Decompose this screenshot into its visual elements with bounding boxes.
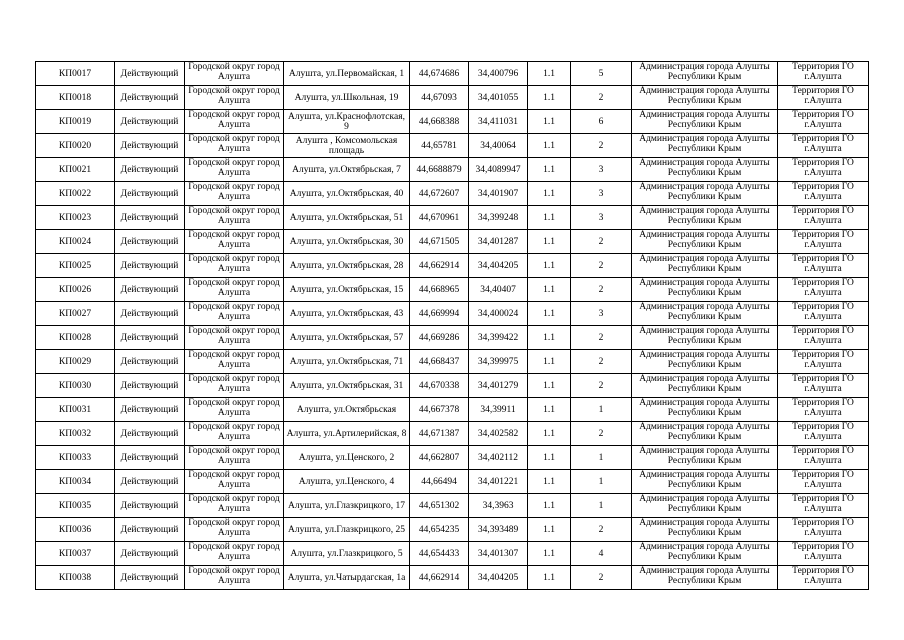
cell-status: Действующий bbox=[115, 134, 185, 158]
cell-owner: Администрация города Алушты Республики Крым bbox=[632, 374, 778, 398]
cell-count: 1 bbox=[571, 398, 632, 422]
cell-code: КП0028 bbox=[36, 326, 115, 350]
cell-code: КП0023 bbox=[36, 206, 115, 230]
cell-code: КП0029 bbox=[36, 350, 115, 374]
cell-latitude: 44,654433 bbox=[410, 542, 469, 566]
cell-owner: Администрация города Алушты Республики Крым bbox=[632, 398, 778, 422]
table-row bbox=[36, 158, 869, 182]
cell-owner: Администрация города Алушты Республики Крым bbox=[632, 518, 778, 542]
cell-territory: Территория ГО г.Алушта bbox=[778, 422, 869, 446]
cell-type: 1.1 bbox=[528, 374, 571, 398]
table-row bbox=[36, 62, 869, 86]
registry-body bbox=[36, 62, 869, 590]
cell-territory: Территория ГО г.Алушта bbox=[778, 134, 869, 158]
cell-owner: Администрация города Алушты Республики Крым bbox=[632, 182, 778, 206]
cell-count: 3 bbox=[571, 158, 632, 182]
cell-district: Городской округ город Алушта bbox=[185, 518, 284, 542]
cell-count: 2 bbox=[571, 134, 632, 158]
cell-longitude: 34,400024 bbox=[469, 302, 528, 326]
cell-code: КП0018 bbox=[36, 86, 115, 110]
cell-owner: Администрация города Алушты Республики Крым bbox=[632, 110, 778, 134]
cell-owner: Администрация города Алушты Республики Крым bbox=[632, 470, 778, 494]
table-row bbox=[36, 134, 869, 158]
cell-longitude: 34,399422 bbox=[469, 326, 528, 350]
cell-territory: Территория ГО г.Алушта bbox=[778, 278, 869, 302]
cell-status: Действующий bbox=[115, 566, 185, 590]
cell-code: КП0027 bbox=[36, 302, 115, 326]
cell-latitude: 44,671387 bbox=[410, 422, 469, 446]
cell-latitude: 44,672607 bbox=[410, 182, 469, 206]
cell-district: Городской округ город Алушта bbox=[185, 158, 284, 182]
cell-latitude: 44,669286 bbox=[410, 326, 469, 350]
cell-count: 1 bbox=[571, 494, 632, 518]
cell-type: 1.1 bbox=[528, 446, 571, 470]
cell-district: Городской округ город Алушта bbox=[185, 86, 284, 110]
cell-address: Алушта, ул.Глазкрицкого, 25 bbox=[284, 518, 410, 542]
cell-type: 1.1 bbox=[528, 470, 571, 494]
cell-status: Действующий bbox=[115, 326, 185, 350]
cell-longitude: 34,399248 bbox=[469, 206, 528, 230]
cell-territory: Территория ГО г.Алушта bbox=[778, 326, 869, 350]
cell-district: Городской округ город Алушта bbox=[185, 254, 284, 278]
cell-count: 4 bbox=[571, 542, 632, 566]
cell-address: Алушта, ул.Школьная, 19 bbox=[284, 86, 410, 110]
cell-type: 1.1 bbox=[528, 134, 571, 158]
cell-longitude: 34,400796 bbox=[469, 62, 528, 86]
cell-latitude: 44,667378 bbox=[410, 398, 469, 422]
cell-longitude: 34,402582 bbox=[469, 422, 528, 446]
table-row bbox=[36, 86, 869, 110]
cell-code: КП0035 bbox=[36, 494, 115, 518]
cell-count: 1 bbox=[571, 446, 632, 470]
cell-district: Городской округ город Алушта bbox=[185, 566, 284, 590]
table-row bbox=[36, 566, 869, 590]
cell-owner: Администрация города Алушты Республики Крым bbox=[632, 134, 778, 158]
table-row bbox=[36, 110, 869, 134]
cell-count: 2 bbox=[571, 422, 632, 446]
cell-code: КП0034 bbox=[36, 470, 115, 494]
cell-type: 1.1 bbox=[528, 158, 571, 182]
table-row bbox=[36, 350, 869, 374]
cell-owner: Администрация города Алушты Республики Крым bbox=[632, 254, 778, 278]
table-row bbox=[36, 302, 869, 326]
cell-address: Алушта, ул.Октябрьская, 31 bbox=[284, 374, 410, 398]
cell-count: 1 bbox=[571, 470, 632, 494]
cell-status: Действующий bbox=[115, 518, 185, 542]
table-row bbox=[36, 206, 869, 230]
cell-longitude: 34,401055 bbox=[469, 86, 528, 110]
cell-district: Городской округ город Алушта bbox=[185, 374, 284, 398]
cell-district: Городской округ город Алушта bbox=[185, 62, 284, 86]
cell-longitude: 34,4089947 bbox=[469, 158, 528, 182]
cell-territory: Территория ГО г.Алушта bbox=[778, 158, 869, 182]
table-row bbox=[36, 518, 869, 542]
table-row bbox=[36, 374, 869, 398]
cell-district: Городской округ город Алушта bbox=[185, 182, 284, 206]
cell-type: 1.1 bbox=[528, 398, 571, 422]
cell-code: КП0038 bbox=[36, 566, 115, 590]
cell-owner: Администрация города Алушты Республики Крым bbox=[632, 542, 778, 566]
cell-type: 1.1 bbox=[528, 302, 571, 326]
cell-status: Действующий bbox=[115, 494, 185, 518]
cell-district: Городской округ город Алушта bbox=[185, 422, 284, 446]
cell-address: Алушта, ул.Октябрьская, 40 bbox=[284, 182, 410, 206]
cell-code: КП0025 bbox=[36, 254, 115, 278]
table-row bbox=[36, 182, 869, 206]
cell-type: 1.1 bbox=[528, 518, 571, 542]
cell-address: Алушта, ул.Краснофлотская, 9 bbox=[284, 110, 410, 134]
cell-count: 2 bbox=[571, 374, 632, 398]
cell-territory: Территория ГО г.Алушта bbox=[778, 374, 869, 398]
cell-latitude: 44,668965 bbox=[410, 278, 469, 302]
cell-address: Алушта, ул.Ценского, 4 bbox=[284, 470, 410, 494]
cell-count: 2 bbox=[571, 350, 632, 374]
cell-district: Городской округ город Алушта bbox=[185, 542, 284, 566]
cell-district: Городской округ город Алушта bbox=[185, 206, 284, 230]
cell-longitude: 34,401287 bbox=[469, 230, 528, 254]
table-row bbox=[36, 446, 869, 470]
cell-district: Городской округ город Алушта bbox=[185, 302, 284, 326]
cell-type: 1.1 bbox=[528, 230, 571, 254]
cell-latitude: 44,67093 bbox=[410, 86, 469, 110]
cell-status: Действующий bbox=[115, 470, 185, 494]
cell-count: 3 bbox=[571, 182, 632, 206]
cell-district: Городской округ город Алушта bbox=[185, 470, 284, 494]
cell-code: КП0019 bbox=[36, 110, 115, 134]
table-row bbox=[36, 494, 869, 518]
cell-district: Городской округ город Алушта bbox=[185, 326, 284, 350]
cell-longitude: 34,401907 bbox=[469, 182, 528, 206]
cell-address: Алушта, ул.Октябрьская, 15 bbox=[284, 278, 410, 302]
cell-code: КП0031 bbox=[36, 398, 115, 422]
table-row bbox=[36, 278, 869, 302]
cell-latitude: 44,674686 bbox=[410, 62, 469, 86]
cell-longitude: 34,393489 bbox=[469, 518, 528, 542]
cell-count: 2 bbox=[571, 518, 632, 542]
cell-type: 1.1 bbox=[528, 110, 571, 134]
cell-address: Алушта, ул.Глазкрицкого, 17 bbox=[284, 494, 410, 518]
cell-owner: Администрация города Алушты Республики Крым bbox=[632, 158, 778, 182]
cell-territory: Территория ГО г.Алушта bbox=[778, 470, 869, 494]
cell-territory: Территория ГО г.Алушта bbox=[778, 302, 869, 326]
table-row bbox=[36, 326, 869, 350]
cell-owner: Администрация города Алушты Республики Крым bbox=[632, 62, 778, 86]
cell-owner: Администрация города Алушты Республики Крым bbox=[632, 230, 778, 254]
cell-code: КП0033 bbox=[36, 446, 115, 470]
cell-longitude: 34,39911 bbox=[469, 398, 528, 422]
cell-latitude: 44,651302 bbox=[410, 494, 469, 518]
cell-territory: Территория ГО г.Алушта bbox=[778, 446, 869, 470]
cell-status: Действующий bbox=[115, 422, 185, 446]
cell-status: Действующий bbox=[115, 398, 185, 422]
cell-latitude: 44,671505 bbox=[410, 230, 469, 254]
cell-territory: Территория ГО г.Алушта bbox=[778, 518, 869, 542]
cell-address: Алушта, ул.Октябрьская, 57 bbox=[284, 326, 410, 350]
cell-status: Действующий bbox=[115, 206, 185, 230]
cell-type: 1.1 bbox=[528, 254, 571, 278]
cell-latitude: 44,668388 bbox=[410, 110, 469, 134]
cell-latitude: 44,662914 bbox=[410, 254, 469, 278]
cell-owner: Администрация города Алушты Республики Крым bbox=[632, 206, 778, 230]
cell-count: 2 bbox=[571, 326, 632, 350]
cell-district: Городской округ город Алушта bbox=[185, 278, 284, 302]
table-row bbox=[36, 398, 869, 422]
cell-address: Алушта, ул.Октябрьская, 7 bbox=[284, 158, 410, 182]
cell-district: Городской округ город Алушта bbox=[185, 494, 284, 518]
cell-territory: Территория ГО г.Алушта bbox=[778, 182, 869, 206]
cell-longitude: 34,401279 bbox=[469, 374, 528, 398]
table-row bbox=[36, 230, 869, 254]
cell-latitude: 44,670338 bbox=[410, 374, 469, 398]
cell-address: Алушта, ул.Ценского, 2 bbox=[284, 446, 410, 470]
table-row bbox=[36, 470, 869, 494]
cell-latitude: 44,66494 bbox=[410, 470, 469, 494]
cell-territory: Территория ГО г.Алушта bbox=[778, 86, 869, 110]
cell-district: Городской округ город Алушта bbox=[185, 230, 284, 254]
cell-longitude: 34,411031 bbox=[469, 110, 528, 134]
cell-address: Алушта, ул.Октябрьская, 43 bbox=[284, 302, 410, 326]
cell-type: 1.1 bbox=[528, 542, 571, 566]
cell-longitude: 34,402112 bbox=[469, 446, 528, 470]
cell-status: Действующий bbox=[115, 446, 185, 470]
cell-owner: Администрация города Алушты Республики Крым bbox=[632, 278, 778, 302]
registry-table bbox=[35, 61, 869, 590]
cell-code: КП0017 bbox=[36, 62, 115, 86]
table-row bbox=[36, 542, 869, 566]
cell-count: 2 bbox=[571, 566, 632, 590]
table-row bbox=[36, 254, 869, 278]
cell-count: 6 bbox=[571, 110, 632, 134]
cell-type: 1.1 bbox=[528, 350, 571, 374]
cell-latitude: 44,662914 bbox=[410, 566, 469, 590]
cell-territory: Территория ГО г.Алушта bbox=[778, 350, 869, 374]
cell-latitude: 44,65781 bbox=[410, 134, 469, 158]
cell-status: Действующий bbox=[115, 62, 185, 86]
cell-address: Алушта, ул.Чатырдагская, 1а bbox=[284, 566, 410, 590]
cell-count: 3 bbox=[571, 206, 632, 230]
cell-count: 5 bbox=[571, 62, 632, 86]
cell-type: 1.1 bbox=[528, 206, 571, 230]
cell-address: Алушта, ул.Октябрьская, 28 bbox=[284, 254, 410, 278]
cell-address: Алушта, ул.Октябрьская, 30 bbox=[284, 230, 410, 254]
cell-latitude: 44,654235 bbox=[410, 518, 469, 542]
cell-count: 2 bbox=[571, 278, 632, 302]
cell-address: Алушта, ул.Октябрьская bbox=[284, 398, 410, 422]
cell-district: Городской округ город Алушта bbox=[185, 134, 284, 158]
cell-status: Действующий bbox=[115, 374, 185, 398]
cell-district: Городской округ город Алушта bbox=[185, 350, 284, 374]
cell-count: 2 bbox=[571, 86, 632, 110]
cell-status: Действующий bbox=[115, 230, 185, 254]
cell-owner: Администрация города Алушты Республики Крым bbox=[632, 446, 778, 470]
cell-address: Алушта, ул.Глазкрицкого, 5 bbox=[284, 542, 410, 566]
cell-longitude: 34,404205 bbox=[469, 566, 528, 590]
cell-count: 2 bbox=[571, 230, 632, 254]
cell-code: КП0037 bbox=[36, 542, 115, 566]
cell-owner: Администрация города Алушты Республики Крым bbox=[632, 350, 778, 374]
table-row bbox=[36, 422, 869, 446]
cell-code: КП0024 bbox=[36, 230, 115, 254]
cell-type: 1.1 bbox=[528, 326, 571, 350]
cell-status: Действующий bbox=[115, 302, 185, 326]
cell-address: Алушта, ул.Октябрьская, 71 bbox=[284, 350, 410, 374]
cell-longitude: 34,3963 bbox=[469, 494, 528, 518]
cell-longitude: 34,401307 bbox=[469, 542, 528, 566]
cell-territory: Территория ГО г.Алушта bbox=[778, 206, 869, 230]
cell-status: Действующий bbox=[115, 542, 185, 566]
cell-owner: Администрация города Алушты Республики Крым bbox=[632, 86, 778, 110]
cell-latitude: 44,668437 bbox=[410, 350, 469, 374]
cell-longitude: 34,401221 bbox=[469, 470, 528, 494]
cell-latitude: 44,662807 bbox=[410, 446, 469, 470]
cell-status: Действующий bbox=[115, 278, 185, 302]
cell-type: 1.1 bbox=[528, 494, 571, 518]
cell-owner: Администрация города Алушты Республики Крым bbox=[632, 566, 778, 590]
cell-type: 1.1 bbox=[528, 422, 571, 446]
cell-code: КП0036 bbox=[36, 518, 115, 542]
cell-code: КП0030 bbox=[36, 374, 115, 398]
cell-territory: Территория ГО г.Алушта bbox=[778, 566, 869, 590]
cell-district: Городской округ город Алушта bbox=[185, 446, 284, 470]
cell-territory: Территория ГО г.Алушта bbox=[778, 542, 869, 566]
cell-type: 1.1 bbox=[528, 182, 571, 206]
cell-code: КП0022 bbox=[36, 182, 115, 206]
cell-territory: Территория ГО г.Алушта bbox=[778, 398, 869, 422]
cell-address: Алушта , Комсомольская площадь bbox=[284, 134, 410, 158]
cell-latitude: 44,670961 bbox=[410, 206, 469, 230]
cell-district: Городской округ город Алушта bbox=[185, 110, 284, 134]
cell-status: Действующий bbox=[115, 158, 185, 182]
cell-status: Действующий bbox=[115, 110, 185, 134]
cell-code: КП0026 bbox=[36, 278, 115, 302]
cell-address: Алушта, ул.Артилерийская, 8 bbox=[284, 422, 410, 446]
cell-code: КП0021 bbox=[36, 158, 115, 182]
cell-status: Действующий bbox=[115, 350, 185, 374]
cell-type: 1.1 bbox=[528, 62, 571, 86]
cell-type: 1.1 bbox=[528, 566, 571, 590]
cell-longitude: 34,40064 bbox=[469, 134, 528, 158]
cell-status: Действующий bbox=[115, 182, 185, 206]
cell-type: 1.1 bbox=[528, 278, 571, 302]
cell-district: Городской округ город Алушта bbox=[185, 398, 284, 422]
cell-count: 3 bbox=[571, 302, 632, 326]
cell-territory: Территория ГО г.Алушта bbox=[778, 494, 869, 518]
cell-latitude: 44,6688879 bbox=[410, 158, 469, 182]
cell-type: 1.1 bbox=[528, 86, 571, 110]
cell-owner: Администрация города Алушты Республики Крым bbox=[632, 326, 778, 350]
cell-longitude: 34,399975 bbox=[469, 350, 528, 374]
cell-code: КП0020 bbox=[36, 134, 115, 158]
cell-longitude: 34,40407 bbox=[469, 278, 528, 302]
cell-address: Алушта, ул.Первомайская, 1 bbox=[284, 62, 410, 86]
cell-owner: Администрация города Алушты Республики Крым bbox=[632, 422, 778, 446]
cell-territory: Территория ГО г.Алушта bbox=[778, 110, 869, 134]
cell-code: КП0032 bbox=[36, 422, 115, 446]
cell-latitude: 44,669994 bbox=[410, 302, 469, 326]
cell-owner: Администрация города Алушты Республики Крым bbox=[632, 494, 778, 518]
cell-territory: Территория ГО г.Алушта bbox=[778, 254, 869, 278]
cell-status: Действующий bbox=[115, 254, 185, 278]
cell-territory: Территория ГО г.Алушта bbox=[778, 230, 869, 254]
cell-longitude: 34,404205 bbox=[469, 254, 528, 278]
cell-territory: Территория ГО г.Алушта bbox=[778, 62, 869, 86]
cell-count: 2 bbox=[571, 254, 632, 278]
cell-owner: Администрация города Алушты Республики Крым bbox=[632, 302, 778, 326]
cell-address: Алушта, ул.Октябрьская, 51 bbox=[284, 206, 410, 230]
cell-status: Действующий bbox=[115, 86, 185, 110]
